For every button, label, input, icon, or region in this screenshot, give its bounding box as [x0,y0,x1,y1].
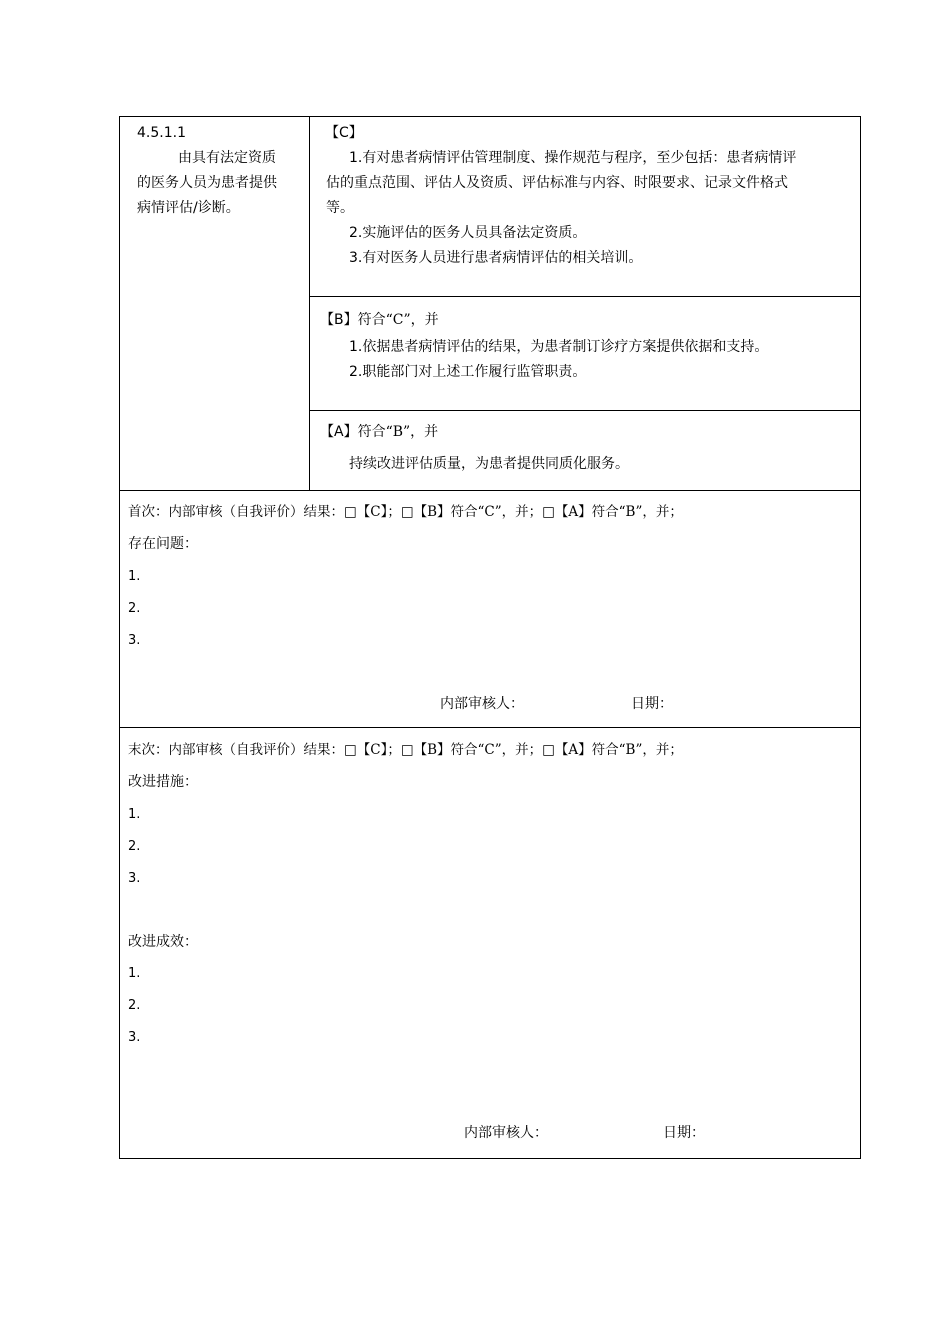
grade-a-heading [320,422,438,442]
last-review-date-label: 日期： [663,1125,705,1141]
row-divider-first-last [119,727,861,728]
first-review-auditor-label: 内部审核人： [440,696,524,712]
standard-title-line2: 的医务人员为患者提供 [137,175,277,191]
grade-c-item1-line1: 1.有对患者病情评估管理制度、操作规范与程序，至少包括：患者病情评 [349,150,797,166]
first-review-date-label: 日期： [631,696,673,712]
last-review-effect-2: 2. [128,998,141,1013]
standard-title-line3: 病情评估/诊断。 [137,200,240,216]
grade-c-heading: 【C】 [325,125,363,141]
table-top-border [119,116,861,117]
grade-c-item1-line3: 等。 [326,200,354,216]
row-divider-c-b [309,296,861,297]
standard-code: 4.5.1.1 [137,125,186,141]
grade-a-condition: 符合“B”，并 [357,424,439,440]
last-review-measure-3: 3. [128,871,141,886]
first-review-item-1: 1. [128,569,141,584]
grade-b-label: 【B】 [320,312,358,328]
table-left-border [119,116,120,1159]
row-divider-criteria-first [119,490,861,491]
grade-b-item1: 1.依据患者病情评估的结果，为患者制订诊疗方案提供依据和支持。 [349,339,769,355]
table-bottom-border [119,1158,861,1159]
table-right-border [860,116,861,1159]
last-review-result: 末次：内部审核（自我评价）结果：□【C】；□【B】符合“C”，并；□【A】符合“B”，并； [128,742,683,758]
last-review-effect-3: 3. [128,1030,141,1045]
first-review-item-3: 3. [128,633,141,648]
last-review-effects-label: 改进成效： [128,934,198,950]
grade-b-heading [320,310,439,330]
grade-c-item3: 3.有对医务人员进行患者病情评估的相关培训。 [349,250,643,266]
last-review-measure-1: 1. [128,807,141,822]
grade-c-item2: 2.实施评估的医务人员具备法定资质。 [349,225,587,241]
standard-title-line1: 由具有法定资质 [178,150,276,166]
column-divider [309,116,310,490]
grade-b-item2: 2.职能部门对上述工作履行监管职责。 [349,364,587,380]
last-review-measures-label: 改进措施： [128,774,198,790]
last-review-effect-1: 1. [128,966,141,981]
grade-c-item1-line2: 估的重点范围、评估人及资质、评估标准与内容、时限要求、记录文件格式 [326,175,788,191]
first-review-item-2: 2. [128,601,141,616]
last-review-auditor-label: 内部审核人： [464,1125,548,1141]
row-divider-b-a [309,410,861,411]
grade-a-label: 【A】 [320,424,358,440]
last-review-measure-2: 2. [128,839,141,854]
grade-a-item1: 持续改进评估质量，为患者提供同质化服务。 [349,456,629,472]
first-review-issues-label: 存在问题： [128,536,198,552]
first-review-result: 首次：内部审核（自我评价）结果：□【C】；□【B】符合“C”，并；□【A】符合“B”，并； [128,504,683,520]
grade-b-condition: 符合“C”，并 [357,312,439,328]
